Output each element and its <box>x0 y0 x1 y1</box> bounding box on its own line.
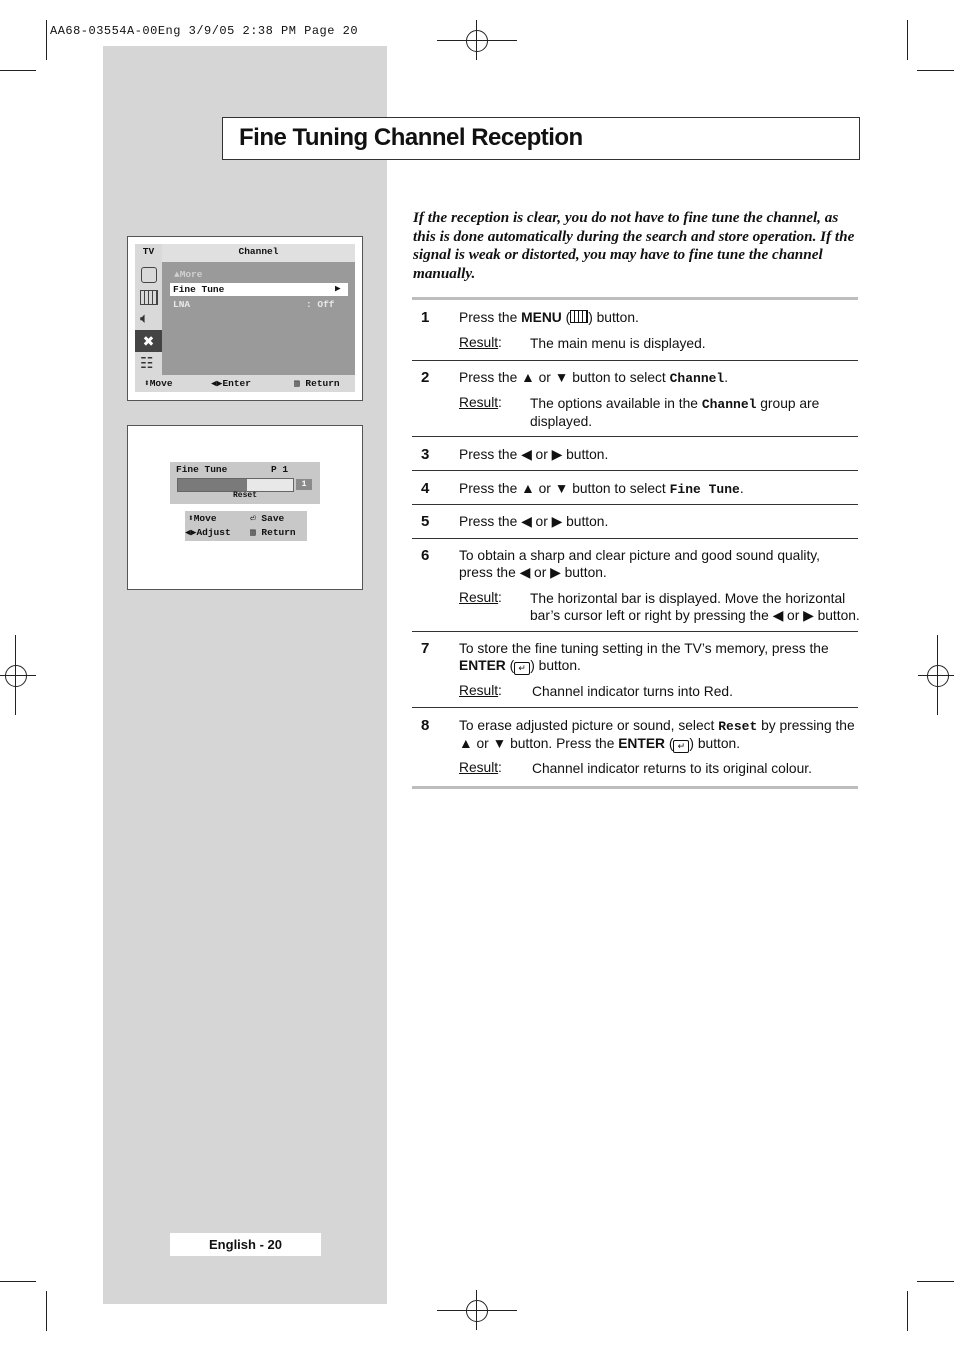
step-number: 5 <box>421 513 430 530</box>
crop-mark <box>0 70 36 71</box>
result-text: The main menu is displayed. <box>530 336 706 351</box>
page-footer: English - 20 <box>209 1237 282 1252</box>
crop-mark <box>476 1290 477 1330</box>
table-bottom-rule <box>412 786 858 789</box>
result-label: Result <box>459 683 499 698</box>
osd-return: ▥ Return <box>250 527 296 538</box>
settings-menu-icon: ☷ <box>140 355 154 372</box>
step-number: 2 <box>421 369 430 386</box>
osd-menu-screen <box>127 236 363 401</box>
osd-item-fine-tune: Fine Tune <box>173 284 225 295</box>
result-label: Result <box>459 590 499 605</box>
result-text: The options available in the Channel group are displayed. <box>530 396 820 429</box>
osd-fine-tune-label: Fine Tune <box>176 464 228 475</box>
osd-reset: Reset <box>232 491 257 500</box>
step-number: 3 <box>421 446 430 463</box>
step-text: Press the MENU ( ) button. <box>459 310 639 325</box>
crop-mark <box>907 1291 908 1331</box>
osd-footer-enter: ◀▶Enter <box>211 378 251 389</box>
step-divider <box>412 707 858 708</box>
registration-mark <box>466 30 488 52</box>
step-number: 4 <box>421 480 430 497</box>
crop-mark <box>437 40 517 41</box>
step-number: 7 <box>421 640 430 657</box>
crop-mark <box>46 1291 47 1331</box>
chevron-right-icon: ▶ <box>335 283 341 294</box>
setup-menu-icon <box>140 290 158 305</box>
step-text: To store the fine tuning setting in the TV’s memory, press the ENTER ( ↵ ) button. <box>459 641 829 673</box>
crop-mark <box>917 70 954 71</box>
osd-save: ⏎ Save <box>250 513 285 524</box>
picture-menu-icon <box>141 267 157 283</box>
fine-tune-bar <box>177 478 294 492</box>
step-text: To erase adjusted picture or sound, select Reset by pressing the ▲ or ▼ button. Press the ENTER ( ↵ ) button. <box>459 718 855 751</box>
step-divider <box>412 470 858 471</box>
table-top-rule <box>412 297 858 300</box>
sidebar-column <box>103 46 387 1304</box>
step-text: Press the ▲ or ▼ button to select Fine Tune. <box>459 481 744 497</box>
step-text: Press the ◀ or ▶ button. <box>459 514 609 529</box>
step-number: 6 <box>421 547 430 564</box>
osd-footer-return: ▥ Return <box>294 378 340 389</box>
intro-paragraph: If the reception is clear, you do not have to fine tune the channel, as this is done automatically during the search and store operation. If the signal is weak or distorted, you may have to fine tune the channel manually. <box>413 209 855 282</box>
sound-menu-icon: 🔈︎ <box>140 310 150 327</box>
osd-more: ▲More <box>174 269 203 280</box>
osd-move: ⬍Move <box>188 513 217 524</box>
step-divider <box>412 360 858 361</box>
step-divider <box>412 436 858 437</box>
osd-menu-header: Channel <box>238 246 279 257</box>
osd-tv-label: TV <box>142 246 155 257</box>
crop-mark <box>0 675 36 676</box>
result-label: Result <box>459 760 499 775</box>
result-text: Channel indicator returns to its original colour. <box>532 761 812 776</box>
crop-mark <box>437 1310 517 1311</box>
result-label: Result <box>459 395 499 410</box>
osd-adjust: ◀▶Adjust <box>185 527 231 538</box>
title-box <box>222 117 860 160</box>
page-title: Fine Tuning Channel Reception <box>239 124 583 151</box>
crop-mark <box>15 635 16 715</box>
step-number: 1 <box>421 309 430 326</box>
osd-item-lna: LNA <box>173 299 191 310</box>
menu-icon <box>570 310 588 323</box>
osd-footer-move: ⬍Move <box>144 378 173 389</box>
fine-tune-bar-fill <box>178 479 247 491</box>
step-text: Press the ◀ or ▶ button. <box>459 447 609 462</box>
enter-icon: ↵ <box>673 740 689 753</box>
crop-mark <box>917 1281 954 1282</box>
footer-box <box>170 1233 321 1256</box>
crop-mark <box>937 635 938 715</box>
step-text: To obtain a sharp and clear picture and good sound quality, press the ◀ or ▶ button. <box>459 548 821 580</box>
registration-mark <box>927 665 949 687</box>
fine-tune-value: 1 <box>296 479 312 490</box>
crop-mark <box>918 675 954 676</box>
crop-mark <box>907 20 908 60</box>
crop-mark <box>0 1281 36 1282</box>
enter-icon: ↵ <box>514 662 530 675</box>
crop-mark <box>476 20 477 60</box>
result-label: Result <box>459 335 499 350</box>
result-text: Channel indicator turns into Red. <box>532 684 733 699</box>
step-divider <box>412 504 858 505</box>
print-header: AA68-03554A-00Eng 3/9/05 2:38 PM Page 20 <box>50 24 359 38</box>
registration-mark <box>5 665 27 687</box>
crop-mark <box>46 20 47 60</box>
result-text: The horizontal bar is displayed. Move the horizontal bar’s cursor left or right by pressing the ◀ or ▶ button. <box>530 591 860 623</box>
step-text: Press the ▲ or ▼ button to select Channel. <box>459 370 729 386</box>
osd-fine-tune-screen <box>127 425 363 590</box>
channel-menu-icon: ✖ <box>135 330 162 352</box>
step-divider <box>412 631 858 632</box>
registration-mark <box>466 1300 488 1322</box>
osd-item-lna-value: : Off <box>306 299 335 310</box>
osd-channel: P 1 <box>271 464 289 475</box>
step-number: 8 <box>421 717 430 734</box>
step-divider <box>412 538 858 539</box>
